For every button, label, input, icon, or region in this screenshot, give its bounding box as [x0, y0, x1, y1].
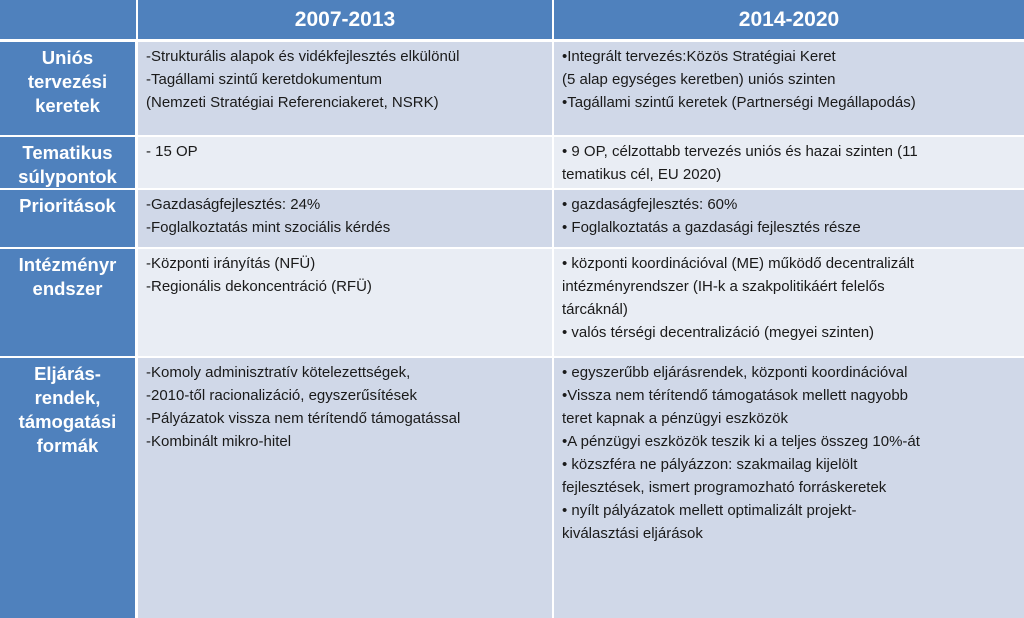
row-label-line: Prioritások	[19, 195, 116, 216]
row-label-intezmenyrendszer	[0, 249, 138, 358]
row-label-line: Intézményr	[18, 254, 117, 275]
text-line: -Kombinált mikro-hitel	[146, 433, 292, 450]
row-label-line: Eljárás-	[34, 363, 101, 384]
text-line: • nyílt pályázatok mellett optimalizált projekt-	[562, 502, 857, 519]
text-line: •Vissza nem térítendő támogatások mellett nagyobb	[562, 387, 909, 404]
cell-2007-eljarasrendek	[138, 358, 554, 618]
text-line: -Strukturális alapok és vidékfejlesztés elkülönül	[146, 48, 460, 65]
cell-2007-tematikus-sulypontok	[138, 137, 554, 190]
row-label-eljarasrendek-tamogatasi-formak	[0, 358, 138, 618]
row-label-line: keretek	[35, 95, 100, 116]
cell-2014-intezmenyrendszer	[554, 249, 1024, 358]
text-line: teret kapnak a pénzügyi eszközök	[562, 410, 788, 427]
text-line: (5 alap egységes keretben) uniós szinten	[562, 71, 836, 88]
text-line: •A pénzügyi eszközök teszik ki a teljes összeg 10%-át	[562, 433, 920, 450]
text-line: • valós térségi decentralizáció (megyei szinten)	[562, 324, 875, 341]
row-label-unios-tervezesi-keretek	[0, 42, 138, 137]
text-line: - 15 OP	[146, 143, 198, 160]
cell-2007-intezmenyrendszer	[138, 249, 554, 358]
cell-2007-unios-tervezesi-keretek	[138, 42, 554, 137]
text-line: •Integrált tervezés:Közös Stratégiai Keret	[562, 48, 836, 65]
text-line: •Tagállami szintű keretek (Partnerségi Megállapodás)	[562, 94, 916, 111]
text-line: • Foglalkoztatás a gazdasági fejlesztés része	[562, 219, 861, 236]
header-corner-cell	[0, 0, 138, 42]
text-line: • egyszerűbb eljárásrendek, központi koordinációval	[562, 364, 908, 381]
text-line: -Pályázatok vissza nem térítendő támogatással	[146, 410, 461, 427]
row-label-line: Uniós	[41, 47, 94, 68]
text-line: • központi koordinációval (ME) működő decentralizált	[562, 255, 915, 272]
text-line: -Gazdaságfejlesztés: 24%	[146, 196, 321, 213]
cell-2014-unios-tervezesi-keretek	[554, 42, 1024, 137]
row-label-line: súlypontok	[18, 166, 117, 187]
text-line: -Regionális dekoncentráció (RFÜ)	[146, 278, 372, 295]
row-label-line: endszer	[32, 278, 103, 299]
text-line: tárcáknál)	[562, 301, 628, 318]
header-2014-2020: 2014-2020	[554, 0, 1024, 42]
text-line: • 9 OP, célzottabb tervezés uniós és hazai szinten (11	[562, 143, 918, 160]
text-line: -Foglalkoztatás mint szociális kérdés	[146, 219, 391, 236]
text-line: tematikus cél, EU 2020)	[562, 166, 722, 183]
text-line: -Tagállami szintű keretdokumentum	[146, 71, 382, 88]
text-line: (Nemzeti Stratégiai Referenciakeret, NSRK)	[146, 94, 439, 111]
row-label-tematikus-sulypontok	[0, 137, 138, 190]
header-2007-2013: 2007-2013	[138, 0, 554, 42]
row-label-line: formák	[36, 435, 99, 456]
row-label-prioritasok	[0, 190, 138, 249]
row-label-line: tervezési	[27, 71, 108, 92]
text-line: • gazdaságfejlesztés: 60%	[562, 196, 738, 213]
text-line: kiválasztási eljárások	[562, 525, 703, 542]
text-line: intézményrendszer (IH-k a szakpolitikáért felelős	[562, 278, 885, 295]
cell-2014-prioritasok	[554, 190, 1024, 249]
cell-2007-prioritasok	[138, 190, 554, 249]
cell-2014-tematikus-sulypontok	[554, 137, 1024, 190]
cell-2014-eljarasrendek	[554, 358, 1024, 618]
text-line: • közszféra ne pályázzon: szakmailag kijelölt	[562, 456, 858, 473]
text-line: -Komoly adminisztratív kötelezettségek,	[146, 364, 411, 381]
row-label-line: támogatási	[18, 411, 117, 432]
row-label-line: rendek,	[34, 387, 101, 408]
text-line: fejlesztések, ismert programozható forráskeretek	[562, 479, 887, 496]
row-label-line: Tematikus	[22, 142, 113, 163]
text-line: -2010-től racionalizáció, egyszerűsítések	[146, 387, 417, 404]
text-line: -Központi irányítás (NFÜ)	[146, 255, 316, 272]
